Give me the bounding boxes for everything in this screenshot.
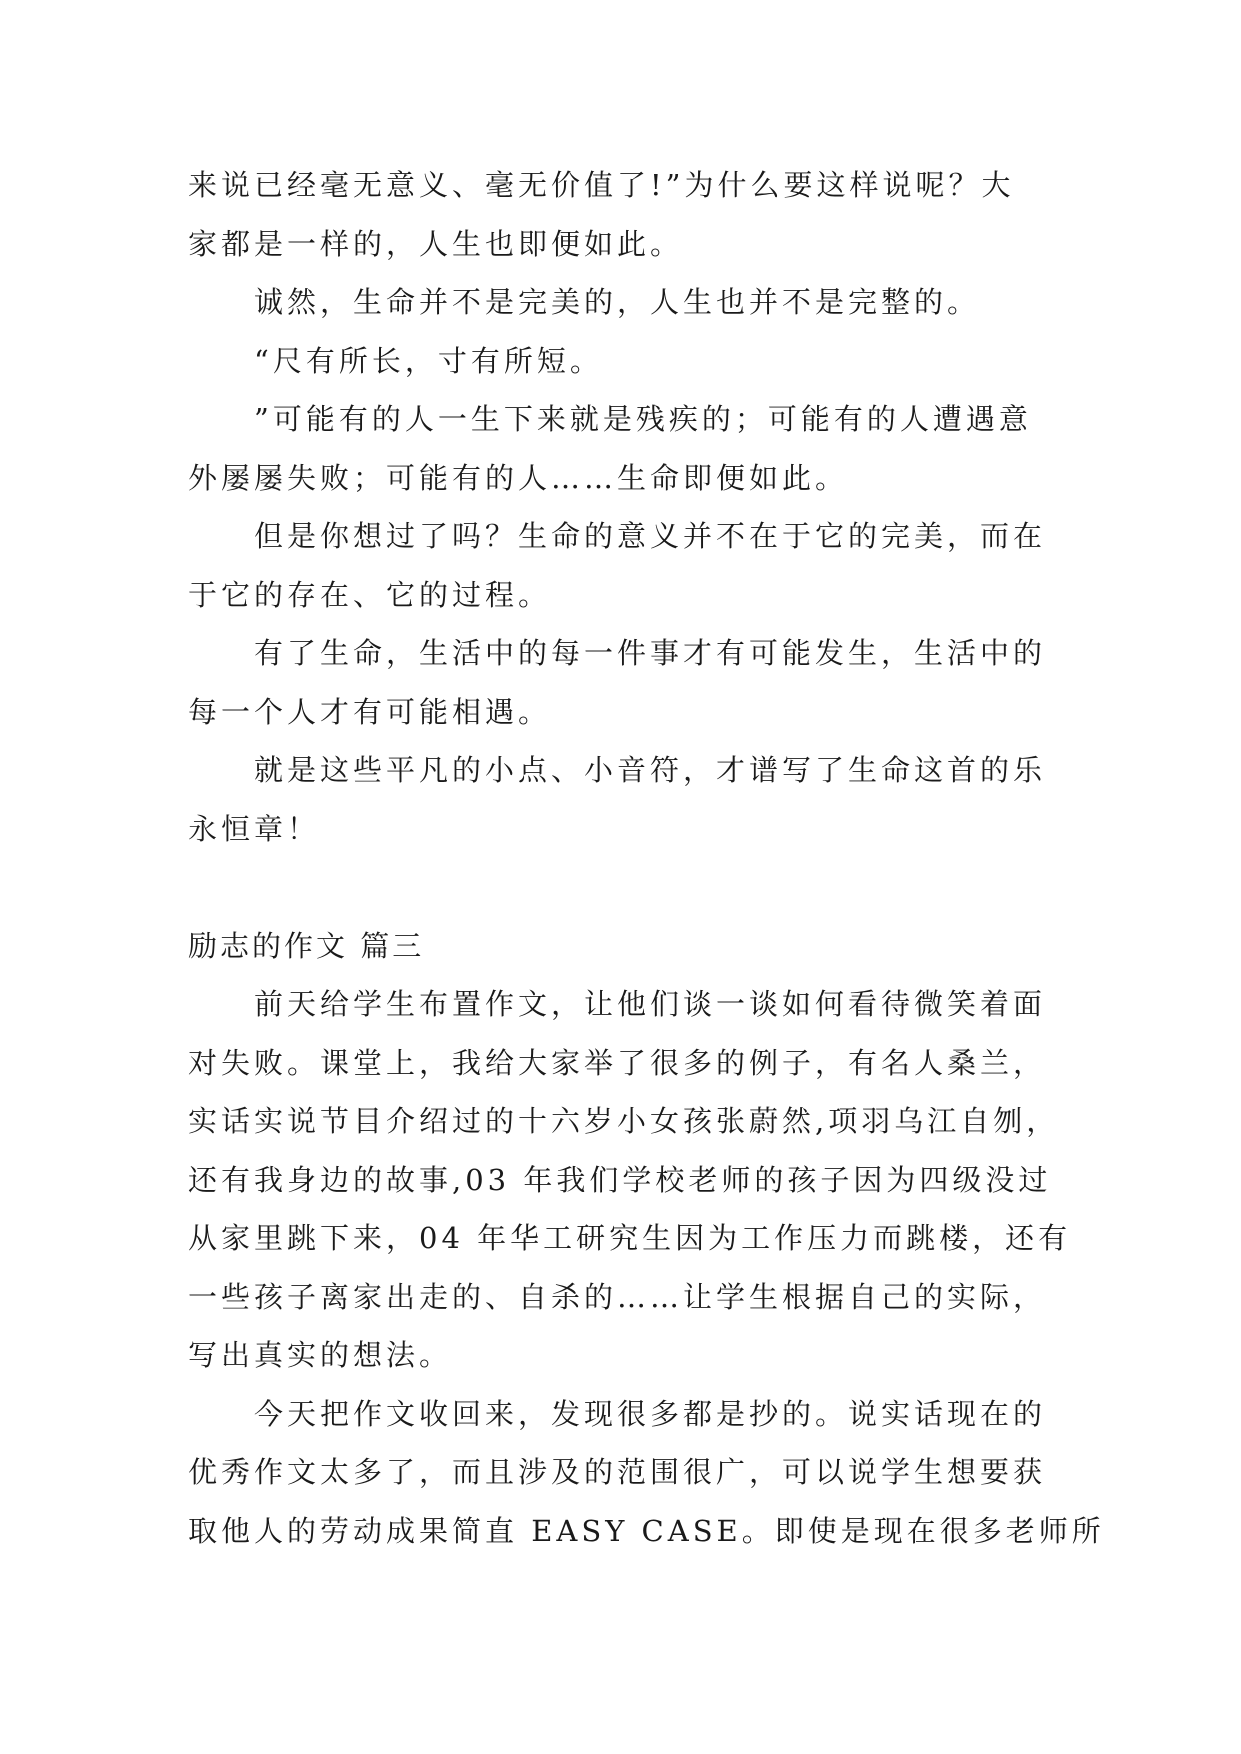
text-line: 外屡屡失败；可能有的人……生命即便如此。 xyxy=(188,460,849,495)
text-line: 家都是一样的，人生也即便如此。 xyxy=(188,226,684,261)
text-line: 优秀作文太多了，而且涉及的范围很广，可以说学生想要获 xyxy=(188,1455,1047,1489)
text-line: 取他人的劳动成果简直 EASY CASE。即使是现在很多老师所 xyxy=(188,1513,1105,1548)
text-line: 从家里跳下来，04 年华工研究生因为工作压力而跳楼，还有 xyxy=(188,1221,1072,1255)
text-line: 来说已经毫无意义、毫无价值了!”为什么要这样说呢？大 xyxy=(188,168,1015,202)
document-body xyxy=(188,156,1105,1560)
text-line: 实话实说节目介绍过的十六岁小女孩张蔚然,项羽乌江自刎， xyxy=(188,1104,1060,1138)
text-line: 一些孩子离家出走的、自杀的……让学生根据自己的实际， xyxy=(188,1279,1047,1314)
text-line: 还有我身边的故事,03 年我们学校老师的孩子因为四级没过 xyxy=(188,1162,1052,1197)
text-line: 今天把作文收回来，发现很多都是抄的。说实话现在的 xyxy=(254,1396,1047,1431)
text-line: ”可能有的人一生下来就是残疾的；可能有的人遭遇意 xyxy=(254,402,1032,436)
text-line: 但是你想过了吗？生命的意义并不在于它的完美，而在 xyxy=(254,519,1047,553)
text-line: 诚然，生命并不是完美的，人生也并不是完整的。 xyxy=(254,285,981,319)
section-gap xyxy=(188,858,1068,917)
text-line: 永恒章！ xyxy=(188,811,321,846)
text-line: 写出真实的想法。 xyxy=(188,1338,453,1372)
text-line: 就是这些平凡的小点、小音符，才谱写了生命这首的乐 xyxy=(254,753,1047,787)
section-heading: 励志的作文 篇三 xyxy=(188,928,425,963)
text-line: 有了生命，生活中的每一件事才有可能发生，生活中的 xyxy=(254,636,1047,670)
text-line: 对失败。课堂上，我给大家举了很多的例子，有名人桑兰， xyxy=(188,1045,1047,1080)
text-line: “尺有所长，寸有所短。 xyxy=(254,343,603,378)
text-line: 前天给学生布置作文，让他们谈一谈如何看待微笑着面 xyxy=(254,987,1047,1021)
text-line: 于它的存在、它的过程。 xyxy=(188,577,552,612)
text-line: 每一个人才有可能相遇。 xyxy=(188,694,552,729)
